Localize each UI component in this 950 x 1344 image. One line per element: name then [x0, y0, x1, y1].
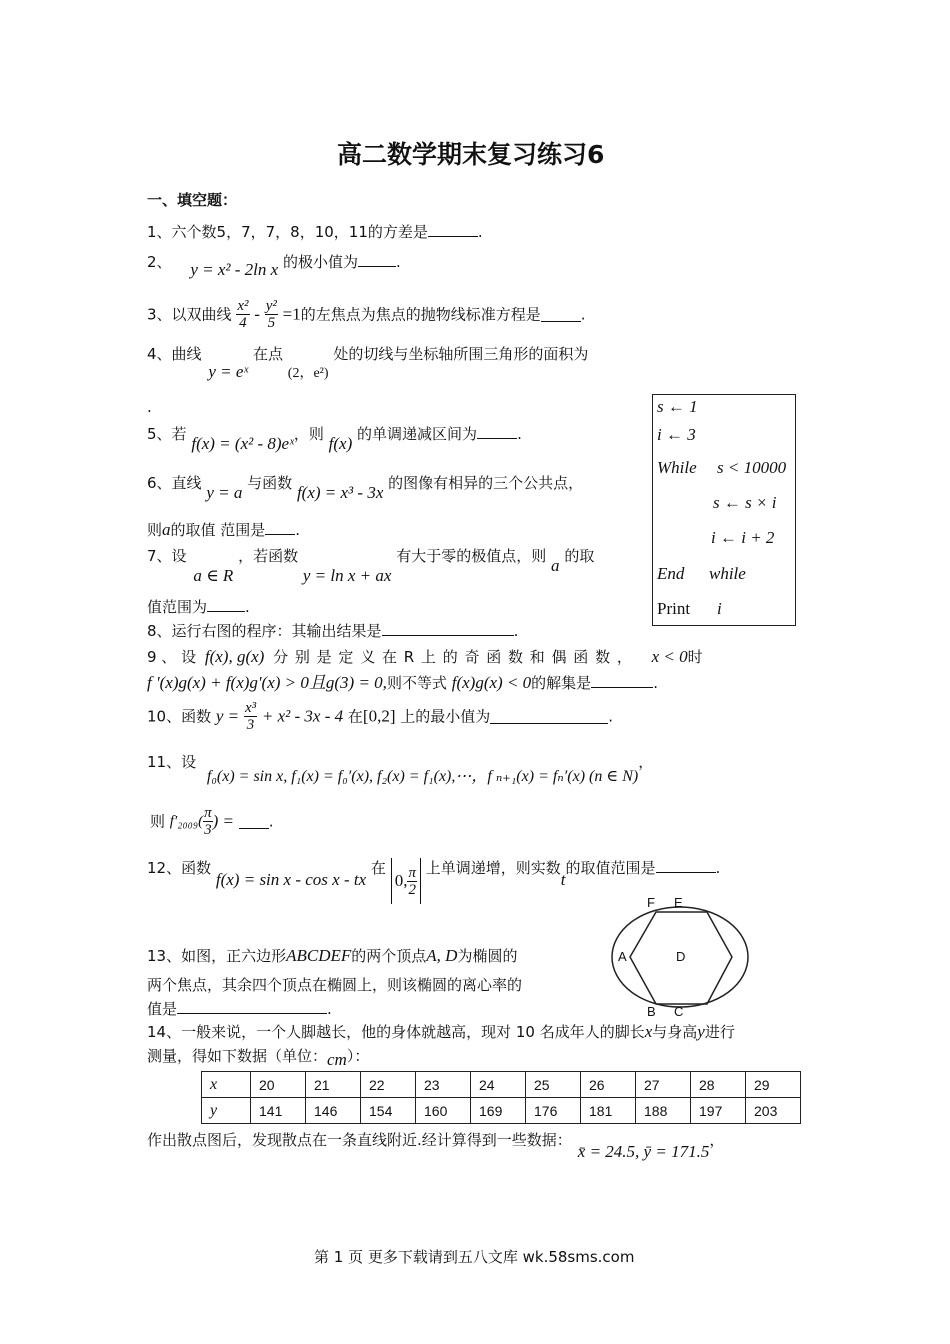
table-cell: 141 — [251, 1098, 306, 1124]
question-10: 10、函数 y = $\frac{\text{x³}}{3}$ + x² - 3x - 4 在[0,2] 上的最小值为 . — [147, 700, 614, 733]
question-6-cont: 则a的取值 范围是 . — [147, 520, 301, 539]
vertex-label-d: D — [676, 949, 686, 964]
question-3: 3、以双曲线 $\frac{\text{x²}}{4}$ - $\frac{\text{y²}}{5}$ =1的左焦点为焦点的抛物线标准方程是 . — [147, 298, 586, 331]
table-row-x — [202, 1072, 801, 1098]
program-end: End — [657, 564, 685, 583]
program-line-2: i ← 3 — [657, 425, 696, 444]
page-footer: 第 1 页 更多下载请到五八文库 wk.58sms.com — [314, 1248, 635, 1266]
table-cell: 146 — [306, 1098, 361, 1124]
program-while-cond: s < 10000 — [717, 458, 787, 477]
vertex-label-f: F — [647, 895, 655, 910]
question-8: 8、运行右图的程序：其输出结果是 . — [147, 622, 519, 640]
table-cell: 20 — [251, 1072, 306, 1098]
question-1: 1、六个数5，7，7，8，10，11的方差是 . — [147, 223, 483, 241]
table-cell: 197 — [691, 1098, 746, 1124]
program-line-4: s ← s × i — [713, 493, 777, 512]
question-13: 13、如图，正六边形ABCDEF的两个顶点A, D为椭圆的 — [147, 946, 518, 965]
table-header-x: x — [202, 1072, 251, 1098]
table-cell: 28 — [691, 1072, 746, 1098]
question-11-cont: 则 f′₂₀₀₉( $\frac{\pi}{3}$ ) = . — [150, 805, 274, 838]
question-9: 9 、 设 f(x), g(x) 分 别 是 定 义 在 R 上 的 奇 函 数 和 偶 函 数 ， x < 0时 — [147, 647, 703, 666]
question-14-line2: 测量，得如下数据（单位：cm）： — [147, 1047, 370, 1069]
program-box — [652, 394, 796, 626]
table-cell: 176 — [526, 1098, 581, 1124]
program-line-1: s ← 1 — [657, 397, 698, 416]
page-title: 高二数学期末复习练习6 — [337, 140, 605, 169]
table-cell: 29 — [746, 1072, 801, 1098]
program-print: Print — [657, 599, 691, 618]
question-14-line3: 作出散点图后，发现散点在一条直线附近.经计算得到一些数据：x̄ = 24.5, ȳ = 171.5， — [147, 1131, 725, 1161]
table-cell: 25 — [526, 1072, 581, 1098]
question-4-cont: . — [147, 398, 152, 416]
table-cell: 27 — [636, 1072, 691, 1098]
question-7-cont: 值范围为 . — [147, 598, 250, 616]
vertex-label-a: A — [618, 949, 627, 964]
vertex-label-e: E — [674, 895, 683, 910]
vertex-label-b: B — [647, 1004, 656, 1019]
question-14: 14、一般来说，一个人脚越长，他的身体就越高，现对 10 名成年人的脚长x与身高y进行 — [147, 1022, 735, 1041]
question-11: 11、设 f₀(x) = sin x, f₁(x) = f₀′(x), f₂(x) = f₁(x),⋯，f ₙ₊₁(x) = fₙ′(x) (n ∈ N)， — [147, 753, 654, 785]
program-end-while: while — [709, 564, 746, 583]
question-6: 6、直线 y = a 与函数 f(x) = x³ - 3x 的图像有相异的三个公共点， — [147, 474, 584, 502]
question-7: 7、设 a ∈ R ，若函数 y = ln x + ax 有大于零的极值点，则 a 的取 — [147, 547, 595, 585]
table-cell: 188 — [636, 1098, 691, 1124]
data-table — [201, 1071, 801, 1124]
question-4: 4、曲线 y = eˣ 在点 (2，e²) 处的切线与坐标轴所围三角形的面积为 — [147, 345, 589, 381]
question-2: 2、 y = x² - 2ln x 的极小值为 . — [147, 253, 401, 279]
table-row-y — [202, 1098, 801, 1124]
table-header-y: y — [202, 1098, 251, 1124]
question-12: 12、函数 f(x) = sin x - cos x - tx 在 0, $\frac{\pi}{2}$ 上单调递增，则实数t的取值范围是 . — [147, 858, 720, 910]
table-cell: 24 — [471, 1072, 526, 1098]
program-line-5: i ← i + 2 — [711, 528, 775, 547]
question-9-cont: f '(x)g(x) + f(x)g'(x) > 0且g(3) = 0,则不等式 f(x)g(x) < 0的解集是 . — [147, 673, 658, 692]
program-while: While — [657, 458, 697, 477]
table-cell: 181 — [581, 1098, 636, 1124]
table-cell: 203 — [746, 1098, 801, 1124]
table-cell: 23 — [416, 1072, 471, 1098]
table-cell: 26 — [581, 1072, 636, 1098]
vertex-label-c: C — [674, 1004, 684, 1019]
section-heading: 一、填空题： — [147, 191, 238, 209]
program-print-var: i — [717, 599, 722, 618]
question-13-line2: 两个焦点，其余四个顶点在椭圆上，则该椭圆的离心率的 — [147, 976, 523, 994]
table-cell: 21 — [306, 1072, 361, 1098]
table-cell: 154 — [361, 1098, 416, 1124]
table-cell: 169 — [471, 1098, 526, 1124]
table-cell: 22 — [361, 1072, 416, 1098]
question-13-line3: 值是 . — [147, 1000, 332, 1018]
question-5: 5、若 f(x) = (x² - 8)eˣ，则 f(x) 的单调递减区间为 . — [147, 425, 522, 453]
table-cell: 160 — [416, 1098, 471, 1124]
